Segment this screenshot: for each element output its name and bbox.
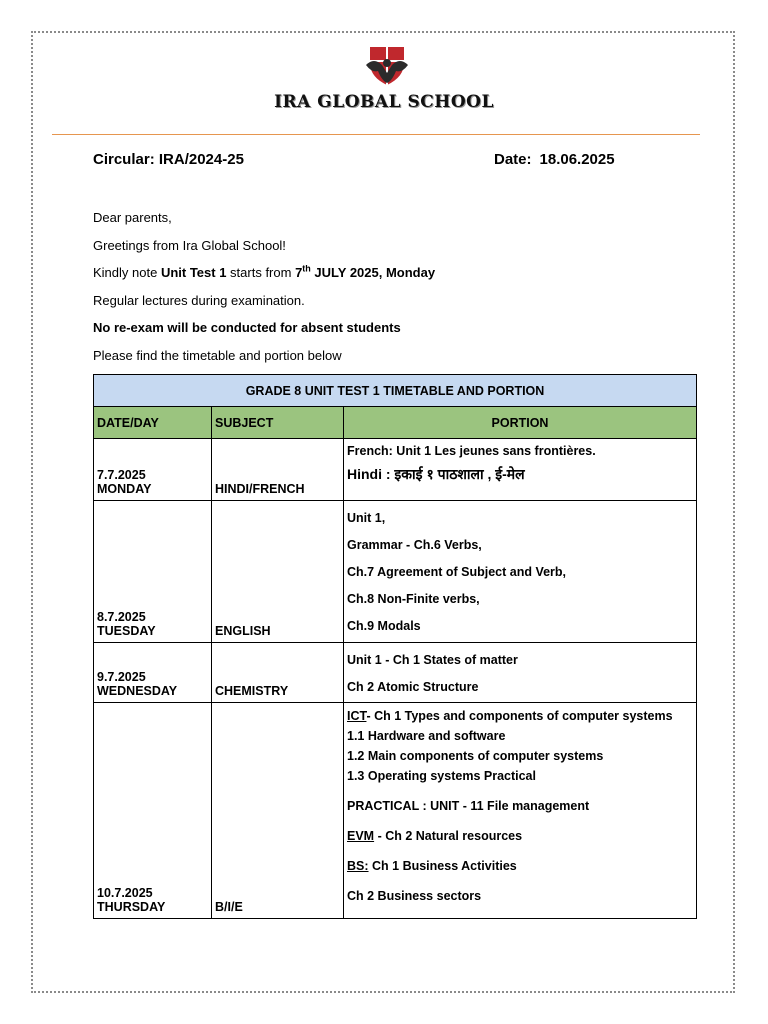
circular-value: IRA/2024-25 <box>158 151 244 168</box>
test-notice <box>93 265 435 281</box>
school-name: IRA GLOBAL SCHOOL <box>274 92 494 112</box>
circular-label: Circular: <box>93 151 155 168</box>
header-divider <box>52 134 700 135</box>
notice-date: 7th JULY 2025, Monday <box>295 263 436 280</box>
evm-line: EVM - Ch 2 Natural resources <box>347 829 523 843</box>
portion-cell: French: Unit 1 Les jeunes sans frontières. Hindi : इकाई १ पाठशाला , ई-मेल <box>344 439 697 501</box>
portion-cell: Unit 1, Grammar - Ch.6 Verbs, Ch.7 Agreement of Subject and Verb, Ch.8 Non-Finite verbs, Ch.9 Modals <box>344 501 697 643</box>
regular-lectures-note: Regular lectures during examination. <box>93 293 305 308</box>
notice-text: starts from <box>226 265 296 280</box>
date-cell: 7.7.2025 MONDAY <box>94 439 212 501</box>
timetable <box>93 374 697 919</box>
date-cell: 10.7.2025 THURSDAY <box>94 703 212 919</box>
timetable-title: GRADE 8 UNIT TEST 1 TIMETABLE AND PORTION <box>94 375 697 407</box>
circular-date <box>494 151 615 168</box>
table-row <box>94 501 697 643</box>
date-cell: 9.7.2025 WEDNESDAY <box>94 643 212 703</box>
column-header-date: DATE/DAY <box>94 407 212 439</box>
table-row <box>94 703 697 919</box>
school-logo <box>364 43 410 87</box>
portion-cell: ICT- Ch 1 Types and components of computer systems 1.1 Hardware and software 1.2 Main components of computer systems 1.3 Operating systems Practical PRACTICAL : UNIT - 11 File management EVM - Ch 2 Natural resources BS: Ch 1 Business Activities Ch 2 Business sectors <box>344 703 697 919</box>
table-row <box>94 643 697 703</box>
date-label: Date: <box>494 151 532 168</box>
circular-number <box>93 151 244 168</box>
no-reexam-note: No re-exam will be conducted for absent students <box>93 320 401 335</box>
greeting: Greetings from Ira Global School! <box>93 238 286 253</box>
subject-cell: B/I/E <box>212 703 344 919</box>
subject-cell: HINDI/FRENCH <box>212 439 344 501</box>
notice-test-name: Unit Test 1 <box>160 265 227 280</box>
column-header-subject: SUBJECT <box>212 407 344 439</box>
subject-cell: ENGLISH <box>212 501 344 643</box>
notice-text: Kindly note <box>93 265 161 280</box>
subject-cell: CHEMISTRY <box>212 643 344 703</box>
ict-line: ICT- Ch 1 Types and components of computer systems <box>347 709 673 723</box>
salutation: Dear parents, <box>93 210 172 225</box>
timetable-intro: Please find the timetable and portion below <box>93 348 342 363</box>
portion-cell: Unit 1 - Ch 1 States of matter Ch 2 Atomic Structure <box>344 643 697 703</box>
date-value: 18.06.2025 <box>539 151 615 168</box>
bs-line: BS: Ch 1 Business Activities <box>347 859 517 873</box>
column-header-portion: PORTION <box>344 407 697 439</box>
table-row <box>94 439 697 501</box>
date-cell: 8.7.2025 TUESDAY <box>94 501 212 643</box>
